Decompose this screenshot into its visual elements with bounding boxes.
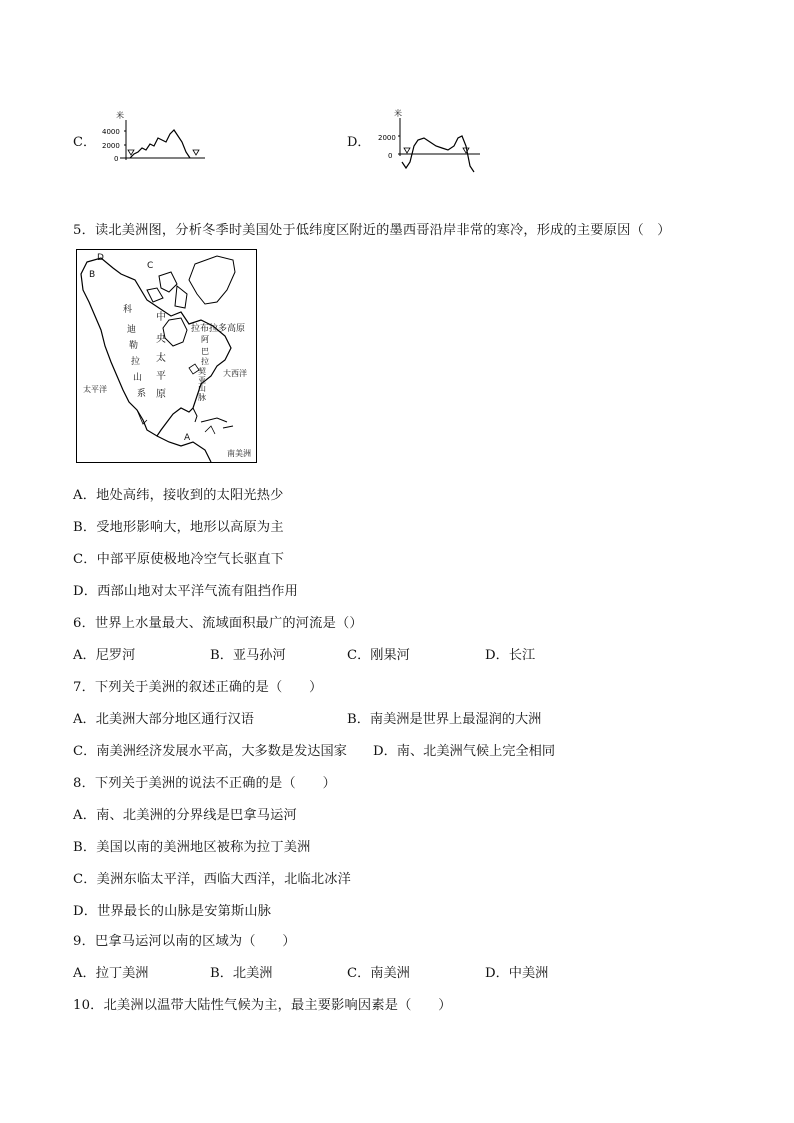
- map-rockies-3: 勒: [129, 341, 139, 351]
- question-6-option-a: A．尼罗河: [73, 648, 136, 663]
- map-appalachians-3: 拉: [201, 357, 209, 366]
- option-c-unit: 米: [116, 111, 124, 120]
- question-5-stem: 5．读北美洲图，分析冬季时美国处于低纬度区附近的墨西哥沿岸非常的寒冷，形成的主要原因（ ）: [73, 223, 671, 238]
- question-5-option-c: C．中部平原使极地冷空气长驱直下: [73, 552, 285, 567]
- option-c-tick-0: 0: [114, 155, 119, 163]
- map-rockies-4: 拉: [131, 357, 141, 367]
- question-5-option-a: A．地处高纬，接收到的太阳光热少: [73, 488, 284, 503]
- map-label-a: A: [184, 433, 191, 443]
- question-9-stem: 9．巴拿马运河以南的区域为（ ）: [73, 934, 296, 949]
- map-central-plain-3: 太: [156, 353, 166, 364]
- question-6-stem: 6．世界上水量最大、流域面积最广的河流是（）: [73, 616, 363, 631]
- map-appalachians-5: 亚: [198, 376, 206, 385]
- map-pacific-ocean: 太平洋: [83, 385, 107, 394]
- map-rockies-5: 山: [133, 373, 143, 383]
- map-central-plain-5: 原: [156, 389, 166, 400]
- question-8-option-d: D．世界最长的山脉是安第斯山脉: [73, 904, 272, 919]
- question-7-stem: 7．下列关于美洲的叙述正确的是（ ）: [73, 680, 323, 695]
- map-labrador-plateau: 拉布拉多高原: [191, 324, 246, 334]
- map-south-america: 南美洲: [227, 449, 251, 458]
- map-appalachians-7: 脉: [198, 393, 206, 402]
- option-d-tick-2000: 2000: [378, 134, 396, 142]
- map-rockies-2: 迪: [127, 325, 137, 335]
- question-8-stem: 8．下列关于美洲的说法不正确的是（ ）: [73, 776, 336, 791]
- map-label-d: D: [97, 253, 104, 263]
- option-c-label: C．: [73, 135, 96, 150]
- map-central-plain-1: 中: [156, 312, 166, 323]
- map-central-plain-2: 央: [156, 334, 166, 345]
- map-atlantic-ocean: 大西洋: [223, 369, 247, 378]
- option-d-tick-0: 0: [388, 152, 393, 160]
- question-7-option-d: D．南、北美洲气候上完全相同: [373, 744, 556, 759]
- north-america-map: [76, 249, 257, 463]
- question-8-option-c: C．美洲东临太平洋，西临大西洋，北临北冰洋: [73, 872, 352, 887]
- question-6-option-c: C．刚果河: [347, 648, 410, 663]
- question-5-option-b: B．受地形影响大，地形以高原为主: [73, 520, 284, 535]
- map-appalachians-4: 契: [198, 367, 206, 376]
- option-d-unit: 米: [394, 109, 402, 118]
- map-appalachians-6: 山: [198, 384, 206, 393]
- question-9-option-d: D．中美洲: [485, 966, 549, 981]
- question-8-option-a: A．南、北美洲的分界线是巴拿马运河: [73, 808, 297, 823]
- option-c-profile-chart: [100, 108, 210, 166]
- option-d-profile-chart: [370, 106, 485, 176]
- option-c-tick-4000: 4000: [102, 128, 120, 136]
- map-label-c: C: [147, 261, 154, 271]
- map-appalachians-2: 巴: [201, 347, 209, 356]
- north-america-map-drawing: [77, 250, 257, 463]
- question-10-stem: 10．北美洲以温带大陆性气候为主，最主要影响因素是（ ）: [73, 998, 452, 1013]
- question-6-option-d: D．长江: [485, 648, 536, 663]
- question-9-option-b: B．北美洲: [210, 966, 273, 981]
- option-c-tick-2000: 2000: [102, 142, 120, 150]
- question-9-option-a: A．拉丁美洲: [73, 966, 149, 981]
- question-7-option-a: A．北美洲大部分地区通行汉语: [73, 712, 254, 727]
- question-9-option-c: C．南美洲: [347, 966, 410, 981]
- map-label-b: B: [89, 270, 96, 280]
- question-7-option-b: B．南美洲是世界上最湿润的大洲: [347, 712, 542, 727]
- map-rockies-1: 科: [123, 305, 133, 315]
- question-5-option-d: D．西部山地对太平洋气流有阻挡作用: [73, 584, 298, 599]
- option-d-label: D．: [347, 135, 371, 150]
- map-central-plain-4: 平: [156, 371, 166, 382]
- question-6-option-b: B．亚马孙河: [210, 648, 286, 663]
- map-appalachians-1: 阿: [201, 335, 209, 344]
- question-7-option-c: C．南美洲经济发展水平高，大多数是发达国家: [73, 744, 347, 759]
- map-rockies-6: 系: [137, 389, 147, 399]
- question-8-option-b: B．美国以南的美洲地区被称为拉丁美洲: [73, 840, 311, 855]
